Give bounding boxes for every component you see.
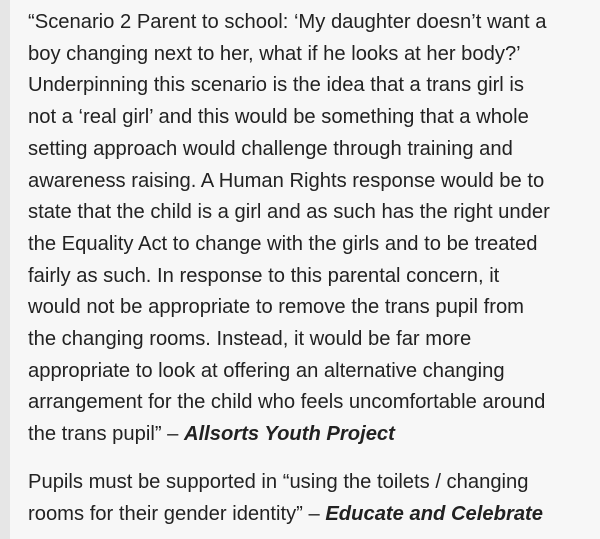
attribution-educate-celebrate: Educate and Celebrate: [325, 502, 543, 525]
text-line-last: [28, 419, 600, 451]
text-line: the Equality Act to change with the girls and to be treated: [28, 232, 538, 255]
attribution-allsorts: Allsorts Youth Project: [183, 423, 395, 446]
text-segment: rooms for their gender identity” –: [28, 502, 326, 525]
text-line: Pupils must be supported in “using the toilets / changing: [28, 470, 529, 493]
text-line: awareness raising. A Human Rights response would be to: [28, 169, 545, 192]
text-line: fairly as such. In response to this parental concern, it: [28, 264, 500, 287]
text-line: the changing rooms. Instead, it would be far more: [28, 328, 472, 351]
text-line: state that the child is a girl and as such has the right under: [28, 201, 550, 224]
blockquote-bar: [0, 0, 10, 539]
text-line: appropriate to look at offering an alternative changing: [28, 359, 505, 382]
text-line: arrangement for the child who feels uncomfortable around: [28, 391, 546, 414]
text-line: “Scenario 2 Parent to school: ‘My daughter doesn’t want a: [28, 11, 547, 33]
text-line: would not be appropriate to remove the trans pupil from: [28, 296, 524, 319]
text-line: not a ‘real girl’ and this would be something that a whole: [28, 106, 529, 129]
text-line-last: [28, 499, 600, 531]
quote-educate-celebrate: [28, 467, 600, 530]
text-line: Underpinning this scenario is the idea that a trans girl is: [28, 74, 524, 97]
quote-allsorts: [28, 7, 600, 451]
document-body: [28, 7, 600, 530]
text-segment: the trans pupil” –: [28, 423, 184, 446]
text-line: boy changing next to her, what if he looks at her body?’: [28, 42, 521, 65]
paragraph-gap: [28, 451, 600, 467]
text-line: setting approach would challenge through training and: [28, 137, 513, 160]
